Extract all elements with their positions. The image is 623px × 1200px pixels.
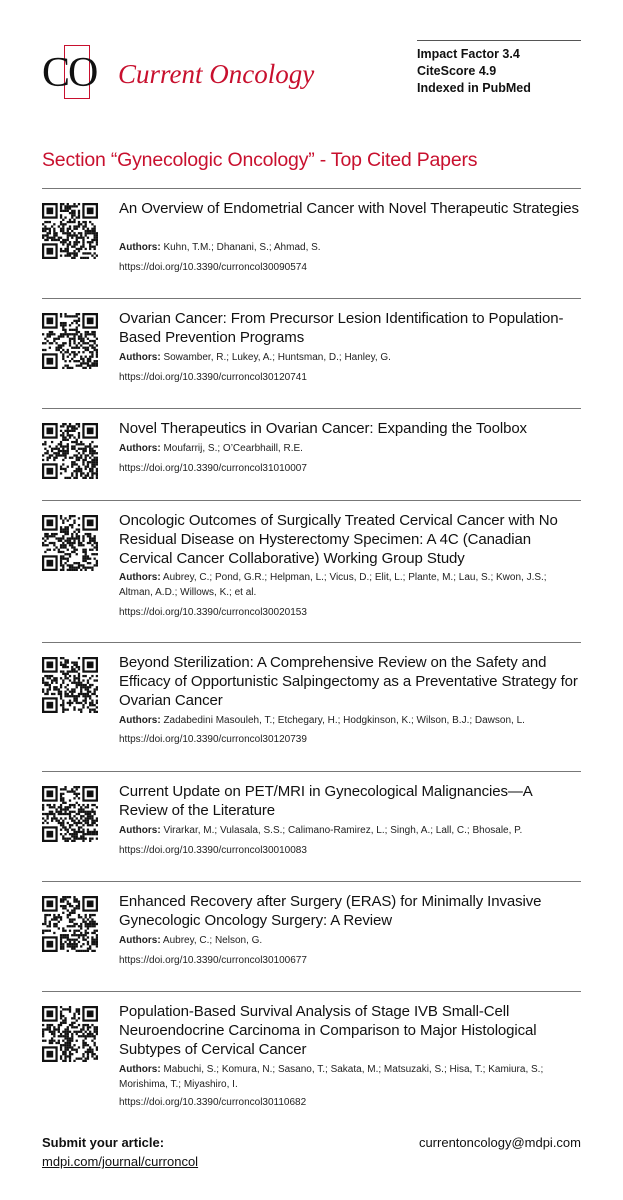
citescore: CiteScore 4.9	[417, 64, 497, 78]
paper-doi-link[interactable]: https://doi.org/10.3390/curroncol30120741	[119, 372, 307, 383]
paper-title[interactable]: Enhanced Recovery after Surgery (ERAS) for Minimally Invasive Gynecologic Oncology Surgery: A Review	[119, 893, 542, 929]
paper-authors	[119, 823, 581, 838]
paper-doi-link[interactable]: https://doi.org/10.3390/curroncol30120739	[119, 734, 307, 745]
journal-name: Current Oncology	[118, 59, 315, 89]
authors-label: Authors:	[119, 352, 161, 363]
qr-code-icon[interactable]	[42, 423, 98, 479]
paper-doi-link[interactable]: https://doi.org/10.3390/curroncol30100677	[119, 955, 307, 966]
authors-label: Authors:	[119, 1064, 161, 1075]
paper-title[interactable]: Oncologic Outcomes of Surgically Treated Cervical Cancer with No Residual Disease on Hysterectomy Specimen: A 4C (Canadian Cervical Cancer Collaborative) Working Group Study	[119, 512, 558, 567]
paper-item	[42, 642, 581, 771]
logo-initials: CO	[42, 50, 97, 96]
qr-code-icon[interactable]	[42, 313, 98, 369]
paper-title[interactable]: Population-Based Survival Analysis of Stage IVB Small-Cell Neuroendocrine Carcinoma in Comparison to Major Histological Subtypes of Cervical Cancer	[119, 1003, 537, 1058]
paper-doi-link[interactable]: https://doi.org/10.3390/curroncol30090574	[119, 262, 307, 273]
paper-doi-link[interactable]: https://doi.org/10.3390/curroncol30010083	[119, 845, 307, 856]
paper-title[interactable]: Beyond Sterilization: A Comprehensive Review on the Safety and Efficacy of Opportunistic Salpingectomy as a Preventative Strategy for Ovarian Cancer	[119, 654, 578, 709]
authors-label: Authors:	[119, 935, 161, 946]
paper-authors	[119, 570, 581, 600]
paper-authors	[119, 441, 581, 456]
paper-item	[42, 991, 581, 1121]
authors-label: Authors:	[119, 443, 161, 454]
paper-item	[42, 408, 581, 500]
authors-label: Authors:	[119, 572, 161, 583]
authors-text: Moufarrij, S.; O’Cearbhaill, R.E.	[163, 443, 303, 454]
authors-label: Authors:	[119, 242, 161, 253]
qr-code-icon[interactable]	[42, 786, 98, 842]
paper-item	[42, 881, 581, 991]
paper-doi-link[interactable]: https://doi.org/10.3390/curroncol31010007	[119, 463, 307, 474]
submit-label: Submit your article:	[42, 1135, 165, 1150]
submit-link[interactable]: mdpi.com/journal/curroncol	[42, 1154, 199, 1169]
submit-section	[42, 1133, 198, 1171]
authors-label: Authors:	[119, 825, 161, 836]
qr-code-icon[interactable]	[42, 896, 98, 952]
paper-doi-link[interactable]: https://doi.org/10.3390/curroncol30110682	[119, 1097, 307, 1108]
authors-text: Aubrey, C.; Nelson, G.	[162, 935, 263, 946]
authors-text: Kuhn, T.M.; Dhanani, S.; Ahmad, S.	[163, 242, 321, 253]
paper-title[interactable]: Novel Therapeutics in Ovarian Cancer: Expanding the Toolbox	[119, 420, 527, 437]
paper-title[interactable]: Ovarian Cancer: From Precursor Lesion Identification to Population-Based Prevention Programs	[119, 310, 564, 346]
section-title: Section “Gynecologic Oncology” - Top Cited Papers	[42, 149, 478, 171]
impact-factor: Impact Factor 3.4	[417, 47, 520, 61]
header	[0, 0, 623, 130]
paper-item	[42, 188, 581, 298]
authors-text: Aubrey, C.; Pond, G.R.; Helpman, L.; Vicus, D.; Elit, L.; Plante, M.; Lau, S.; Kwon, J.S.; Altman, A.D.; Willows, K.; et al.	[119, 572, 547, 598]
contact-email[interactable]: currentoncology@mdpi.com	[418, 1135, 581, 1150]
paper-title[interactable]: An Overview of Endometrial Cancer with Novel Therapeutic Strategies	[119, 200, 579, 217]
authors-text: Sowamber, R.; Lukey, A.; Huntsman, D.; Hanley, G.	[163, 352, 391, 363]
qr-code-icon[interactable]	[42, 203, 98, 259]
authors-text: Mabuchi, S.; Komura, N.; Sasano, T.; Sakata, M.; Matsuzaki, S.; Hisa, T.; Kamiura, S.; Morishima, T.; Miyashiro, I.	[119, 1064, 544, 1090]
paper-authors	[119, 1062, 581, 1092]
paper-list	[42, 188, 581, 1121]
paper-authors	[119, 713, 581, 728]
qr-code-icon[interactable]	[42, 515, 98, 571]
authors-text: Zadabedini Masouleh, T.; Etchegary, H.; Hodgkinson, K.; Wilson, B.J.; Dawson, L.	[163, 715, 525, 726]
paper-title[interactable]: Current Update on PET/MRI in Gynecological Malignancies—A Review of the Literature	[119, 783, 532, 819]
paper-authors	[119, 350, 581, 365]
qr-code-icon[interactable]	[42, 657, 98, 713]
journal-logo[interactable]	[42, 43, 342, 103]
paper-authors	[119, 240, 581, 255]
indexed-in: Indexed in PubMed	[417, 81, 531, 95]
authors-label: Authors:	[119, 715, 161, 726]
paper-doi-link[interactable]: https://doi.org/10.3390/curroncol30020153	[119, 607, 307, 618]
paper-item	[42, 500, 581, 642]
journal-metrics	[417, 46, 531, 97]
qr-code-icon[interactable]	[42, 1006, 98, 1062]
paper-item	[42, 771, 581, 881]
paper-authors	[119, 933, 581, 948]
authors-text: Virarkar, M.; Vulasala, S.S.; Calimano-Ramirez, L.; Singh, A.; Lall, C.; Bhosale, P.	[163, 825, 523, 836]
paper-item	[42, 298, 581, 408]
metrics-divider	[417, 40, 581, 41]
